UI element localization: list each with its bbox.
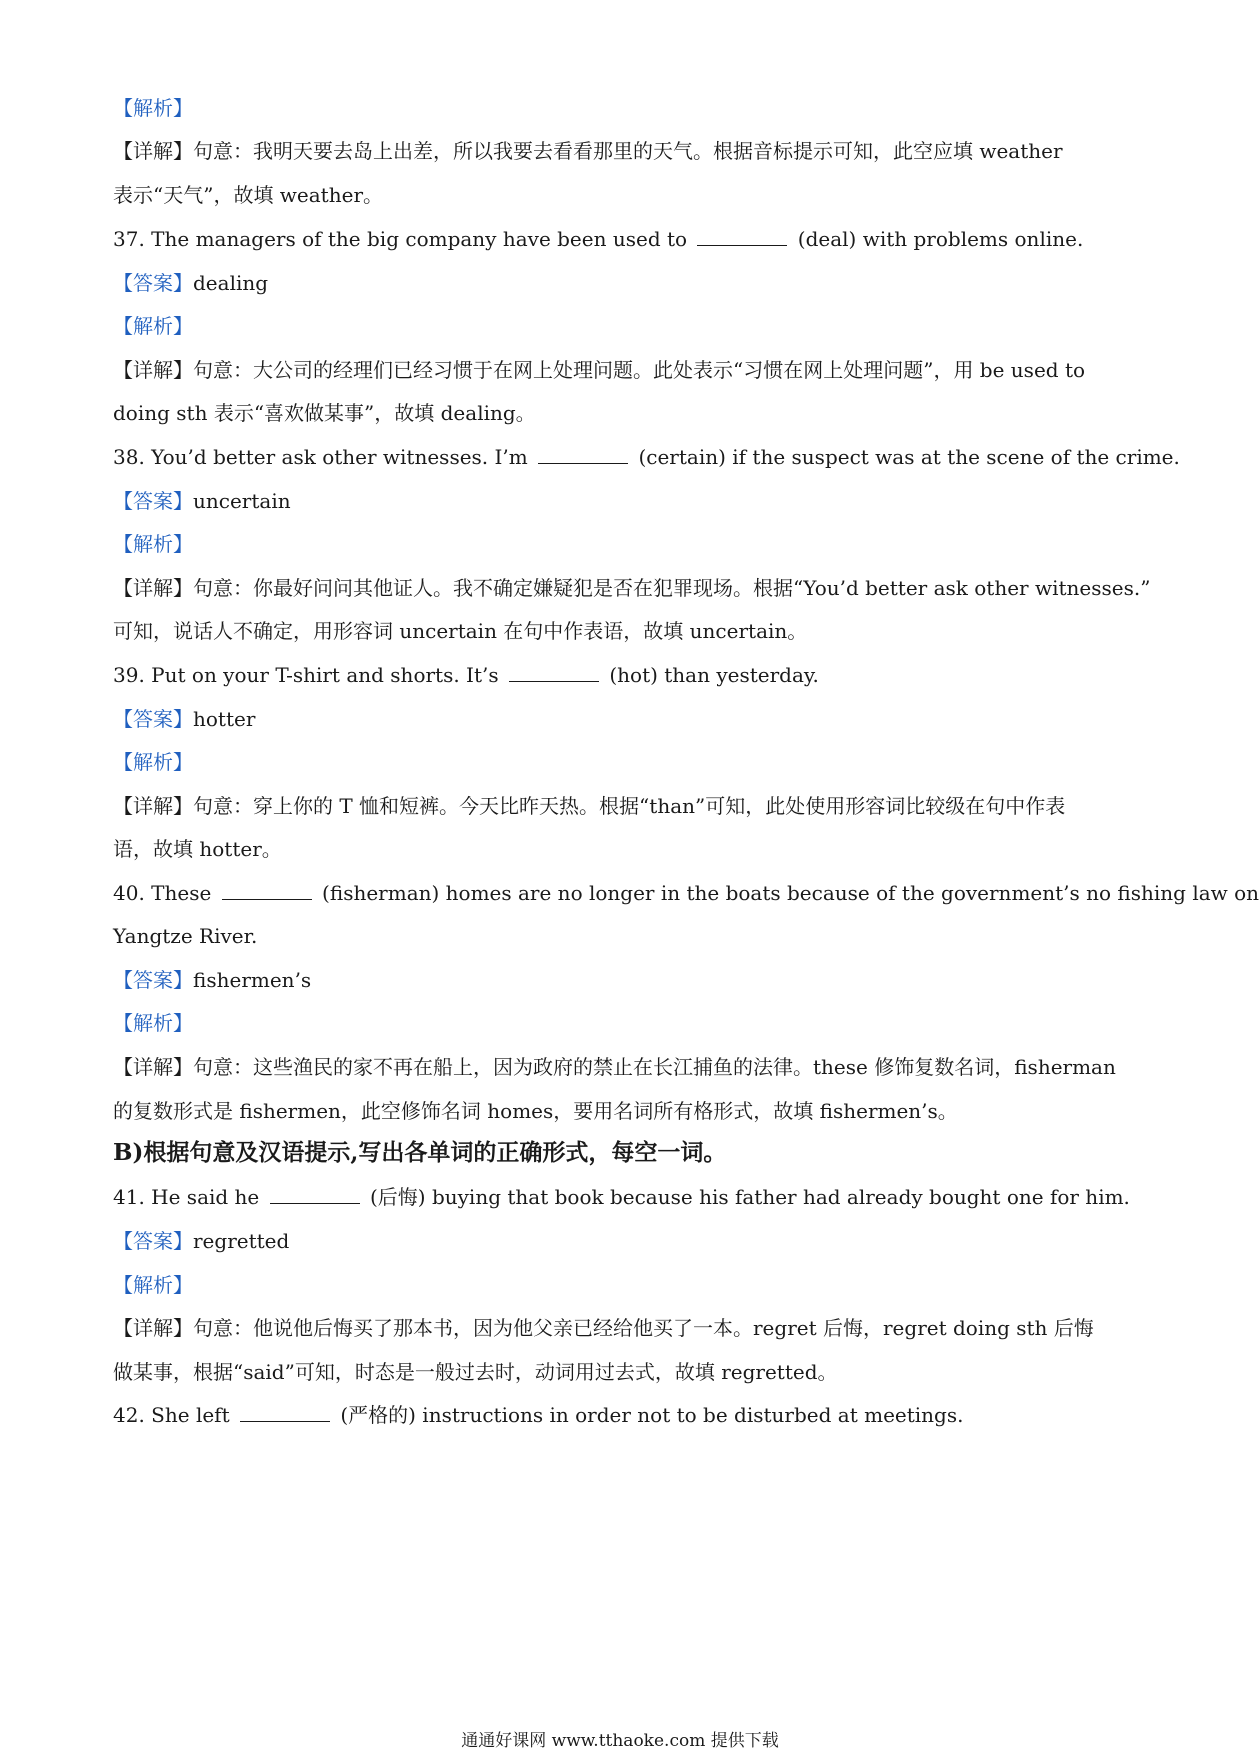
detail-text: 句意：他说他后悔买了那本书，因为他父亲已经给他买了一本。regret 后悔，regret doing sth 后悔	[193, 1316, 1094, 1340]
q37-detail-line1	[113, 356, 1133, 384]
q36-detail-line1	[113, 137, 1133, 165]
section-b-title: B)根据句意及汉语提示,写出各单词的正确形式，每空一词。	[113, 1139, 727, 1166]
answer-blank	[222, 881, 312, 900]
answer-blank	[240, 1403, 330, 1422]
q41-detail-line1	[113, 1314, 1133, 1342]
answer-tag: 【答案】	[113, 489, 193, 513]
q41-answer	[113, 1227, 1133, 1255]
analysis-label	[113, 94, 1133, 122]
detail-tag: 【详解】	[113, 1055, 193, 1079]
detail-text: 句意：大公司的经理们已经习惯于在网上处理问题。此处表示“习惯在网上处理问题”，用 be used to	[193, 358, 1086, 382]
q37-answer	[113, 269, 1133, 297]
question-text: 38. You’d better ask other witnesses. I’m	[113, 445, 528, 469]
detail-text: 句意：这些渔民的家不再在船上，因为政府的禁止在长江捕鱼的法律。these 修饰复数名词，fisherman	[193, 1055, 1116, 1079]
answer-text: fishermen’s	[193, 968, 312, 992]
question-text: (deal) with problems online.	[797, 227, 1084, 251]
question-text: 40. These	[113, 881, 212, 905]
q38-detail-line2	[113, 617, 1133, 645]
q40-answer	[113, 966, 1133, 994]
answer-blank	[697, 227, 787, 246]
q39-detail-line1	[113, 792, 1133, 820]
detail-text: 可知，说话人不确定，用形容词 uncertain 在句中作表语，故填 uncertain。	[113, 619, 808, 643]
q38-analysis	[113, 530, 1133, 558]
q38-detail-line1	[113, 574, 1151, 602]
question-39	[113, 661, 1133, 689]
question-text: (严格的) instructions in order not to be disturbed at meetings.	[340, 1403, 964, 1427]
q39-analysis	[113, 748, 1133, 776]
question-41	[113, 1183, 1133, 1211]
analysis-tag: 【解析】	[113, 314, 193, 338]
answer-text: uncertain	[193, 489, 291, 513]
question-text: 41. He said he	[113, 1185, 260, 1209]
question-text: Yangtze River.	[113, 924, 258, 948]
analysis-tag: 【解析】	[113, 1011, 193, 1035]
q41-analysis	[113, 1271, 1133, 1299]
detail-text: 做某事，根据“said”可知，时态是一般过去时，动词用过去式，故填 regretted。	[113, 1360, 838, 1384]
detail-tag: 【详解】	[113, 794, 193, 818]
analysis-tag: 【解析】	[113, 1273, 193, 1297]
analysis-tag: 【解析】	[113, 750, 193, 774]
analysis-tag: 【解析】	[113, 532, 193, 556]
question-text: 37. The managers of the big company have been used to	[113, 227, 688, 251]
q39-detail-line2	[113, 835, 1133, 863]
answer-text: regretted	[193, 1229, 290, 1253]
q41-detail-line2	[113, 1358, 1133, 1386]
question-40-line2	[113, 922, 1133, 950]
detail-tag: 【详解】	[113, 1316, 193, 1340]
detail-tag: 【详解】	[113, 139, 193, 163]
detail-tag: 【详解】	[113, 576, 193, 600]
answer-blank	[538, 445, 628, 464]
question-text: 42. She left	[113, 1403, 230, 1427]
detail-text: 语，故填 hotter。	[113, 837, 282, 861]
question-text: (certain) if the suspect was at the scene of the crime.	[638, 445, 1180, 469]
answer-blank	[509, 663, 599, 682]
answer-text: dealing	[193, 271, 269, 295]
detail-text: 句意：穿上你的 T 恤和短裤。今天比昨天热。根据“than”可知，此处使用形容词比较级在句中作表	[193, 794, 1066, 818]
detail-text: 句意：你最好问问其他证人。我不确定嫌疑犯是否在犯罪现场。根据“You’d better ask other witnesses.”	[193, 576, 1151, 600]
detail-text: 表示“天气”，故填 weather。	[113, 183, 383, 207]
answer-blank	[270, 1185, 360, 1204]
answer-tag: 【答案】	[113, 968, 193, 992]
detail-text: doing sth 表示“喜欢做某事”，故填 dealing。	[113, 401, 536, 425]
question-40	[113, 879, 1259, 907]
q40-detail-line1	[113, 1053, 1133, 1081]
question-text: (hot) than yesterday.	[609, 663, 819, 687]
answer-tag: 【答案】	[113, 707, 193, 731]
page-footer: 通通好课网 www.tthaoke.com 提供下载	[461, 1731, 779, 1751]
question-42	[113, 1401, 1133, 1429]
q36-detail-line2	[113, 181, 1133, 209]
question-37	[113, 225, 1133, 253]
question-text: (fisherman) homes are no longer in the boats because of the government’s no fishing law on	[322, 881, 1259, 905]
answer-tag: 【答案】	[113, 271, 193, 295]
q38-answer	[113, 487, 1133, 515]
detail-tag: 【详解】	[113, 358, 193, 382]
question-text: 39. Put on your T-shirt and shorts. It’s	[113, 663, 499, 687]
analysis-tag: 【解析】	[113, 96, 193, 120]
answer-tag: 【答案】	[113, 1229, 193, 1253]
answer-text: hotter	[193, 707, 256, 731]
q40-detail-line2	[113, 1097, 1133, 1125]
detail-text: 的复数形式是 fishermen，此空修饰名词 homes，要用名词所有格形式，故填 fishermen’s。	[113, 1099, 958, 1123]
q37-analysis	[113, 312, 1133, 340]
q37-detail-line2	[113, 399, 1133, 427]
question-38	[113, 443, 1180, 471]
detail-text: 句意：我明天要去岛上出差，所以我要去看看那里的天气。根据音标提示可知，此空应填 weather	[193, 139, 1063, 163]
q39-answer	[113, 705, 1133, 733]
q40-analysis	[113, 1009, 1133, 1037]
question-text: (后悔) buying that book because his father had already bought one for him.	[369, 1185, 1130, 1209]
